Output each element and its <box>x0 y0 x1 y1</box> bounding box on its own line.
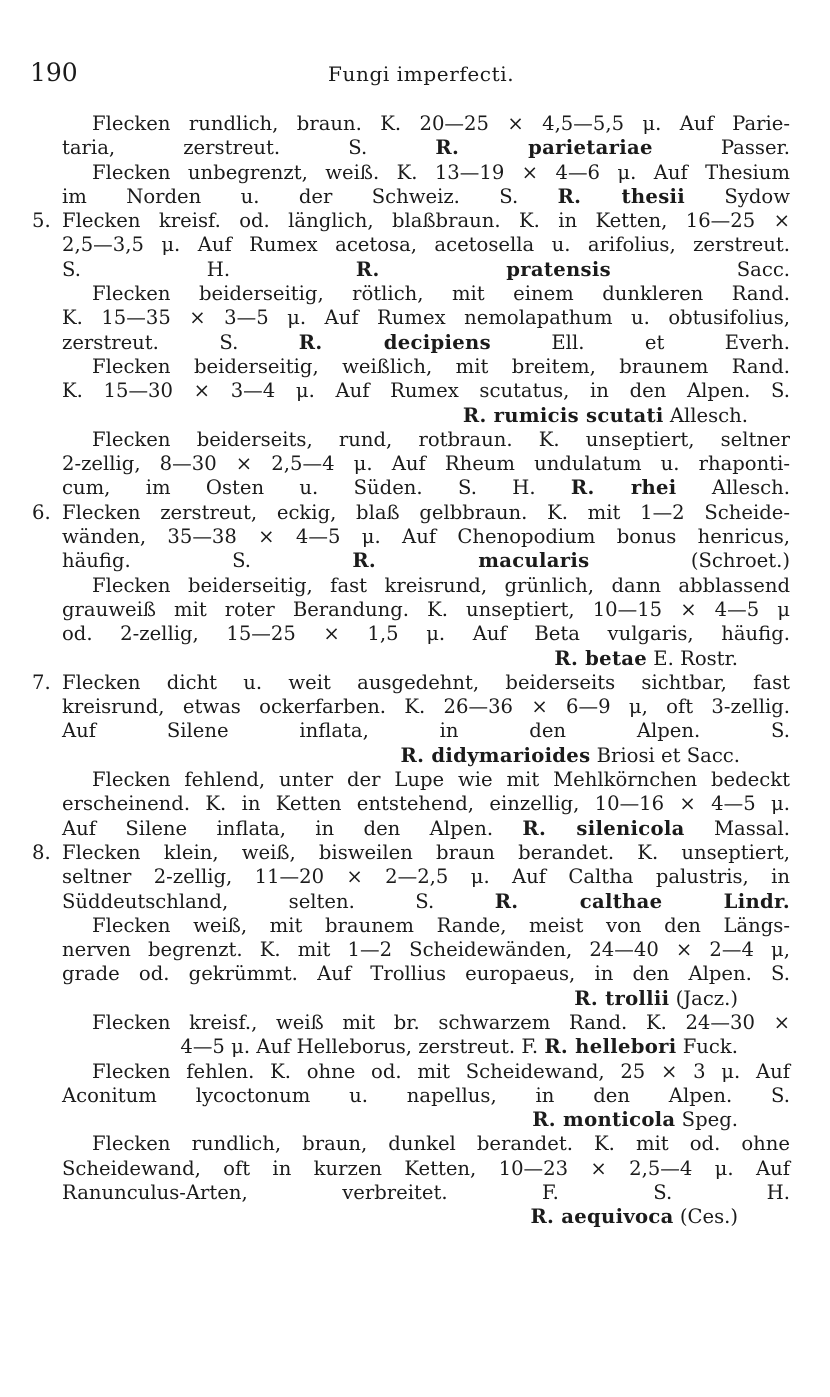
species-name: R. decipiens <box>298 330 491 354</box>
text-segment: 4—5 μ. Auf Helleborus, zerstreut. F. <box>180 1035 545 1059</box>
text-line <box>62 865 790 889</box>
species-name: R. betae <box>554 646 648 670</box>
text-line <box>62 355 790 379</box>
page-header <box>30 58 800 92</box>
species-name: R. didymarioides <box>400 743 591 767</box>
text-line <box>62 185 790 209</box>
text-segment: 2,5—3,5 μ. Auf Rumex acetosa, acetosella u. arifolius, zerstreut. <box>62 233 790 257</box>
species-name: R. aequivoca <box>530 1205 674 1229</box>
text-segment: Flecken rundlich, braun, dunkel berandet. K. mit od. ohne <box>92 1132 790 1156</box>
text-segment: Flecken kreisf., weiß mit br. schwarzem Rand. K. 24—30 × <box>92 1010 790 1034</box>
species-name: R. rhei <box>570 476 677 500</box>
text-line <box>62 987 790 1011</box>
text-segment: Auf Silene inflata, in den Alpen. <box>62 816 494 840</box>
text-segment: Allesch. <box>711 476 790 500</box>
text-line <box>32 209 790 233</box>
species-name: R. thesii <box>557 184 686 208</box>
text-line <box>62 1011 790 1035</box>
text-line <box>62 817 790 841</box>
text-segment: häufig. S. <box>62 549 252 573</box>
text-segment: Flecken klein, weiß, bisweilen braun berandet. K. unseptiert, <box>62 840 790 864</box>
text-segment: Massal. <box>713 816 790 840</box>
text-segment: Flecken kreisf. od. länglich, blaßbraun. K. in Ketten, 16—25 × <box>62 209 790 233</box>
species-name: R. pratensis <box>355 257 611 281</box>
text-segment: (Ces.) <box>673 1205 738 1229</box>
section-number: 8. <box>32 840 51 864</box>
text-line <box>62 428 790 452</box>
text-line <box>62 744 790 768</box>
text-line <box>62 161 790 185</box>
text-line <box>62 622 790 646</box>
text-line <box>32 670 790 695</box>
text-line <box>62 1060 790 1084</box>
text-segment: K. 15—30 × 3—4 μ. Auf Rumex scutatus, in den Alpen. S. <box>62 379 790 403</box>
text-line <box>32 500 790 525</box>
text-line <box>62 938 790 962</box>
text-segment: Sacc. <box>736 257 791 281</box>
text-segment: Flecken beiderseitig, weißlich, mit breitem, braunem Rand. <box>92 354 790 378</box>
text-segment: Flecken rundlich, braun. K. 20—25 × 4,5—5,5 μ. Auf Parie- <box>92 112 790 135</box>
text-segment: E. Rostr. <box>647 646 738 670</box>
species-name: R. monticola <box>532 1108 676 1132</box>
text-segment: Flecken weiß, mit braunem Rande, meist von den Längs- <box>92 913 790 937</box>
text-line <box>62 890 790 914</box>
section-number: 7. <box>32 670 51 694</box>
text-segment: od. 2-zellig, 15—25 × 1,5 μ. Auf Beta vulgaris, häufig. <box>62 622 790 646</box>
species-name: R. calthae Lindr. <box>494 889 790 913</box>
text-line <box>62 306 790 330</box>
text-line <box>62 598 790 622</box>
text-line <box>62 549 790 573</box>
text-segment: grauweiß mit roter Berandung. K. unseptiert, 10—15 × 4—5 μ <box>62 597 790 621</box>
text-segment: (Jacz.) <box>669 986 738 1010</box>
running-title: Fungi imperfecti. <box>328 62 515 86</box>
text-segment: Flecken unbegrenzt, weiß. K. 13—19 × 4—6 μ. Auf Thesium <box>92 160 790 184</box>
text-segment: zerstreut. S. <box>62 330 239 354</box>
text-segment: (Schroet.) <box>690 549 790 573</box>
text-line <box>62 233 790 257</box>
text-line <box>62 768 790 792</box>
text-segment: taria, zerstreut. S. <box>62 136 368 160</box>
body-text <box>32 112 791 1230</box>
text-line <box>62 574 790 598</box>
text-segment: Speg. <box>675 1108 738 1132</box>
page-number: 190 <box>30 58 78 87</box>
text-segment: Flecken fehlen. K. ohne od. mit Scheidewand, 25 × 3 μ. Auf <box>92 1059 790 1083</box>
text-line <box>62 476 790 500</box>
species-name: R. hellebori <box>544 1035 677 1059</box>
text-line <box>62 282 790 306</box>
text-line <box>62 792 790 816</box>
text-segment: grade od. gekrümmt. Auf Trollius europaeus, in den Alpen. S. <box>62 962 790 986</box>
text-segment: 2-zellig, 8—30 × 2,5—4 μ. Auf Rheum undulatum u. rhaponti- <box>62 452 790 476</box>
text-line <box>62 695 790 719</box>
text-line <box>62 331 790 355</box>
text-segment: Sydow <box>724 184 790 208</box>
text-line <box>62 1181 790 1205</box>
text-line <box>62 1205 790 1229</box>
text-line <box>62 1132 790 1156</box>
text-line <box>62 914 790 938</box>
text-segment: kreisrund, etwas ockerfarben. K. 26—36 × 6—9 μ, oft 3-zellig. <box>62 695 790 719</box>
text-segment: Auf Silene inflata, in den Alpen. S. <box>62 719 790 743</box>
text-line <box>62 962 790 986</box>
text-line <box>62 1157 790 1181</box>
text-line <box>62 647 790 671</box>
text-segment: Allesch. <box>663 403 748 427</box>
section-number: 6. <box>32 500 51 524</box>
text-segment: Scheidewand, oft in kurzen Ketten, 10—23 × 2,5—4 μ. Auf <box>62 1156 790 1180</box>
text-segment: nerven begrenzt. K. mit 1—2 Scheidewänden, 24—40 × 2—4 μ, <box>62 938 790 962</box>
text-segment: Passer. <box>720 136 790 160</box>
species-name: R. silenicola <box>522 816 685 840</box>
text-segment: seltner 2-zellig, 11—20 × 2—2,5 μ. Auf Caltha palustris, in <box>62 865 790 889</box>
text-line <box>62 719 790 743</box>
text-segment: Ell. et Everh. <box>551 330 790 354</box>
text-line <box>62 136 790 160</box>
text-line <box>62 1108 790 1132</box>
species-name: R. trollii <box>574 986 670 1010</box>
text-segment: im Norden u. der Schweiz. S. <box>62 184 519 208</box>
text-segment: Flecken beiderseitig, rötlich, mit einem dunkleren Rand. <box>92 282 790 306</box>
text-segment: Flecken beiderseitig, fast kreisrund, grünlich, dann abblassend <box>92 573 790 597</box>
text-line <box>62 452 790 476</box>
text-segment: Flecken zerstreut, eckig, blaß gelbbraun. K. mit 1—2 Scheide- <box>62 500 790 524</box>
text-line <box>62 258 790 282</box>
text-segment: erscheinend. K. in Ketten entstehend, einzellig, 10—16 × 4—5 μ. <box>62 792 790 816</box>
text-line <box>32 840 790 865</box>
text-line <box>62 525 790 549</box>
text-segment: Aconitum lycoctonum u. napellus, in den Alpen. S. <box>62 1083 790 1107</box>
section-number: 5. <box>32 209 51 233</box>
text-segment: wänden, 35—38 × 4—5 μ. Auf Chenopodium bonus henricus, <box>62 525 790 549</box>
text-line <box>62 404 790 428</box>
text-segment: K. 15—35 × 3—5 μ. Auf Rumex nemolapathum u. obtusifolius, <box>62 306 790 330</box>
text-segment: Briosi et Sacc. <box>590 743 740 767</box>
text-segment: Flecken fehlend, unter der Lupe wie mit Mehlkörnchen bedeckt <box>92 768 790 792</box>
text-line <box>62 112 790 136</box>
text-line <box>62 379 790 403</box>
species-name: R. parietariae <box>435 136 653 160</box>
text-segment: Flecken dicht u. weit ausgedehnt, beiderseits sichtbar, fast <box>62 670 790 694</box>
text-segment: Ranunculus-Arten, verbreitet. F. S. H. <box>62 1181 790 1205</box>
text-segment: Süddeutschland, selten. S. <box>62 889 435 913</box>
text-line <box>62 1035 790 1059</box>
text-segment: Flecken beiderseits, rund, rotbraun. K. unseptiert, seltner <box>92 427 790 451</box>
text-segment: S. H. <box>62 257 231 281</box>
text-line <box>62 1084 790 1108</box>
text-segment: Fuck. <box>676 1035 738 1059</box>
species-name: R. macularis <box>352 549 590 573</box>
text-segment: cum, im Osten u. Süden. S. H. <box>62 476 536 500</box>
species-name: R. rumicis scutati <box>462 403 664 427</box>
